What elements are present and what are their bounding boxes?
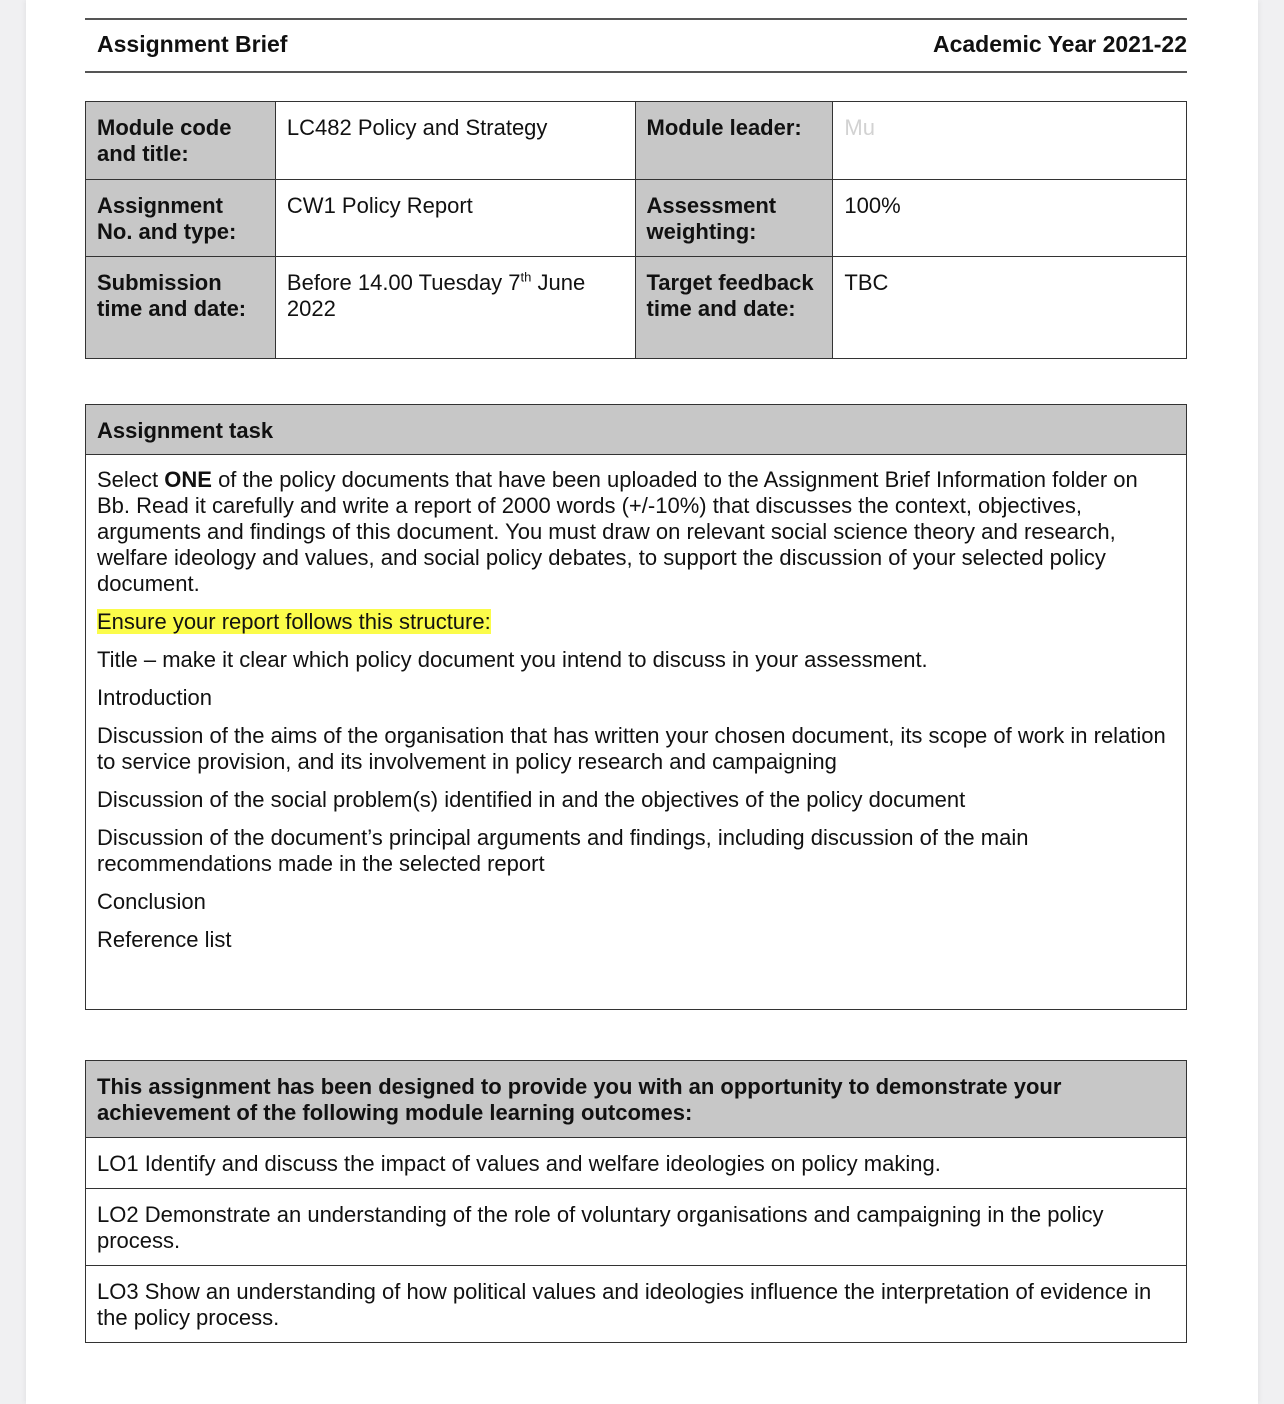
submission-value-pre: Before 14.00 Tuesday 7 xyxy=(286,270,521,295)
structure-item-organisation-aims: Discussion of the aims of the organisation that has written your chosen document, its scope of work in relation to service provision, and its involvement in policy research and campaigning xyxy=(97,723,1166,774)
submission-label: Submission time and date: xyxy=(86,257,276,359)
header-title-left: Assignment Brief xyxy=(97,31,288,57)
submission-value-post: June 2022 xyxy=(286,270,586,321)
learning-outcome-lo3: LO3 Show an understanding of how political values and ideologies influence the interpretation of evidence in the policy process. xyxy=(86,1266,1187,1343)
feedback-value: TBC xyxy=(833,257,1187,359)
assignment-value: CW1 Policy Report xyxy=(275,180,635,257)
learning-outcomes-heading: This assignment has been designed to provide you with an opportunity to demonstrate your achievement of the following module learning outcomes: xyxy=(86,1061,1187,1138)
learning-outcome-lo1: LO1 Identify and discuss the impact of values and welfare ideologies on policy making. xyxy=(86,1138,1187,1189)
task-intro-pre: Select xyxy=(97,467,165,492)
module-code-value: LC482 Policy and Strategy xyxy=(275,102,635,180)
structure-note: Ensure your report follows this structure: xyxy=(97,609,491,634)
learning-outcome-row xyxy=(86,1266,1187,1343)
info-row-assignment xyxy=(86,180,1187,257)
module-info-table xyxy=(85,101,1187,359)
structure-item-reference-list: Reference list xyxy=(97,927,232,952)
info-row-submission xyxy=(86,257,1187,359)
learning-outcome-row xyxy=(86,1189,1187,1266)
assignment-task-heading: Assignment task xyxy=(86,405,1186,455)
task-intro-bold: ONE xyxy=(164,467,212,492)
task-intro xyxy=(97,467,1175,597)
submission-value xyxy=(275,257,635,359)
learning-outcomes-heading-row xyxy=(86,1061,1187,1138)
learning-outcome-lo2: LO2 Demonstrate an understanding of the role of voluntary organisations and campaigning in the policy process. xyxy=(86,1189,1187,1266)
weighting-value: 100% xyxy=(833,180,1187,257)
header-bottom-rule xyxy=(85,71,1187,73)
assignment-task-body xyxy=(86,455,1186,953)
info-row-module xyxy=(86,102,1187,180)
structure-item-social-problem: Discussion of the social problem(s) identified in and the objectives of the policy document xyxy=(97,787,966,812)
submission-value-sup: th xyxy=(520,269,532,285)
structure-item-title: Title – make it clear which policy document you intend to discuss in your assessment. xyxy=(97,647,928,672)
structure-note-paragraph xyxy=(97,609,1175,635)
task-intro-post: of the policy documents that have been uploaded to the Assignment Brief Information folder on Bb. Read it carefully and write a report of 2000 words (+/-10%) that discusses the context, objectives, arguments and findings of this document. You must draw on relevant social science theory and research, welfare ideology and values, and social policy debates, to support the discussion of your selected policy document. xyxy=(97,467,1138,596)
header-top-rule xyxy=(85,18,1187,20)
module-leader-value: Mu xyxy=(833,102,1187,180)
structure-item-arguments: Discussion of the document’s principal arguments and findings, including discussion of the main recommendations made in the selected report xyxy=(97,825,1029,876)
learning-outcome-row xyxy=(86,1138,1187,1189)
header-title-right: Academic Year 2021-22 xyxy=(932,31,1187,57)
weighting-label: Assessment weighting: xyxy=(635,180,833,257)
feedback-label: Target feedback time and date: xyxy=(635,257,833,359)
module-code-label: Module code and title: xyxy=(86,102,276,180)
module-leader-label: Module leader: xyxy=(635,102,833,180)
assignment-task-box xyxy=(85,404,1187,1010)
learning-outcomes-table xyxy=(85,1060,1187,1343)
structure-item-introduction: Introduction xyxy=(97,685,212,710)
assignment-label: Assignment No. and type: xyxy=(86,180,276,257)
structure-item-conclusion: Conclusion xyxy=(97,889,206,914)
